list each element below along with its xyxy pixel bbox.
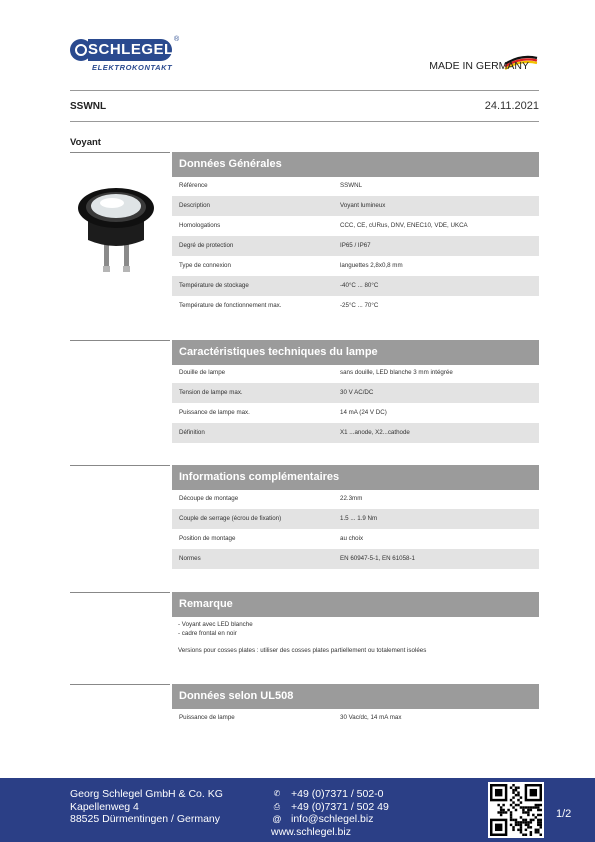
table-row (172, 549, 539, 569)
table-row (172, 403, 539, 423)
row-value: 30 V AC/DC (340, 389, 374, 396)
row-value: IP65 / IP67 (340, 242, 371, 249)
row-label: Description (179, 202, 210, 209)
table-row (172, 529, 539, 549)
row-value: SSWNL (340, 182, 363, 189)
footer-phone[interactable]: +49 (0)7371 / 502-0 (291, 788, 384, 800)
footer-email[interactable]: info@schlegel.biz (291, 813, 374, 825)
fax-icon: ⎙ (273, 801, 281, 811)
email-icon: @ (272, 814, 282, 824)
row-label: Normes (179, 555, 201, 562)
remark-line: - cadre frontal en noir (178, 630, 237, 637)
row-label: Référence (179, 182, 208, 189)
row-value: 14 mA (24 V DC) (340, 409, 387, 416)
table-row (172, 383, 539, 403)
table-row (172, 196, 539, 216)
row-value: au choix (340, 535, 364, 542)
made-in-label: MADE IN GERMANY (429, 60, 529, 72)
row-value: languettes 2,8x0,8 mm (340, 262, 403, 269)
table-row (172, 296, 539, 316)
phone-icon: ✆ (273, 789, 281, 798)
row-value: sans douille, LED blanche 3 mm intégrée (340, 369, 453, 376)
table-row (172, 176, 539, 196)
row-label: Définition (179, 429, 205, 436)
product-category: Voyant (70, 137, 101, 148)
header-divider-2 (70, 121, 539, 122)
page-footer (0, 778, 595, 842)
document-id: SSWNL (70, 101, 107, 112)
section-rule-remark (70, 592, 170, 593)
table-row (172, 216, 539, 236)
section-rule-extra (70, 465, 170, 466)
footer-fax: +49 (0)7371 / 502 49 (291, 800, 389, 813)
document-date: 24.11.2021 (484, 100, 539, 112)
row-label: Couple de serrage (écrou de fixation) (179, 515, 282, 522)
qr-code-icon (488, 782, 544, 838)
table-row (172, 363, 539, 383)
table-row (172, 489, 539, 509)
section-rule-general (70, 152, 170, 153)
row-label: Position de montage (179, 535, 236, 542)
row-value: 22.3mm (340, 495, 363, 502)
row-label: Type de connexion (179, 262, 231, 269)
footer-city: 88525 Dürmentingen / Germany (70, 813, 220, 825)
header-divider (70, 90, 539, 91)
section-title-remark: Remarque (172, 592, 539, 617)
row-label: Homologations (179, 222, 221, 229)
row-value: CCC, CE, cURus, DNV, ENEC10, VDE, UKCA (340, 222, 468, 229)
row-value: Voyant lumineux (340, 202, 386, 209)
remark-line: - Voyant avec LED blanche (178, 621, 253, 628)
row-label: Puissance de lampe max. (179, 409, 250, 416)
footer-street: Kapellenweg 4 (70, 800, 139, 813)
row-value: EN 60947-5-1, EN 61058-1 (340, 555, 415, 562)
row-value: X1 ...anode, X2...cathode (340, 429, 410, 436)
remark-note: Versions pour cosses plates : utiliser des cosses plates partiellement ou totalement isolées (178, 647, 427, 654)
row-value: 1.5 ... 1.9 Nm (340, 515, 378, 522)
table-row (172, 423, 539, 443)
table-row (172, 236, 539, 256)
logo-subtitle: ELEKTROKONTAKT (92, 63, 173, 72)
logo-registered-mark: ® (174, 36, 180, 43)
section-title-general: Données Générales (172, 152, 539, 177)
row-value: 30 Vac/dc, 14 mA max (340, 714, 402, 721)
footer-website[interactable]: www.schlegel.biz (271, 825, 351, 838)
row-label: Température de fonctionnement max. (179, 302, 282, 309)
table-row (172, 256, 539, 276)
footer-address (70, 788, 223, 826)
page-number: 1/2 (556, 808, 572, 820)
footer-company: Georg Schlegel GmbH & Co. KG (70, 788, 223, 800)
row-label: Tension de lampe max. (179, 389, 243, 396)
row-value: -25°C ... 70°C (340, 302, 379, 309)
section-title-lamp: Caractéristiques techniques du lampe (172, 340, 539, 365)
row-label: Puissance de lampe (179, 714, 235, 721)
row-label: Découpe de montage (179, 495, 239, 502)
table-row (172, 276, 539, 296)
footer-contact (271, 788, 481, 838)
table-row (172, 509, 539, 529)
section-title-ul: Données selon UL508 (172, 684, 539, 709)
row-label: Degré de protection (179, 242, 234, 249)
section-rule-lamp (70, 340, 170, 341)
section-title-extra: Informations complémentaires (172, 465, 539, 490)
section-rule-ul (70, 684, 170, 685)
row-label: Température de stockage (179, 282, 249, 289)
row-label: Douille de lampe (179, 369, 226, 376)
row-value: -40°C ... 80°C (340, 282, 379, 289)
brand-logo (70, 38, 180, 74)
indicator-light-product-image (74, 178, 158, 278)
logo-wordmark: SCHLEGEL (88, 39, 172, 61)
table-row (172, 708, 539, 728)
